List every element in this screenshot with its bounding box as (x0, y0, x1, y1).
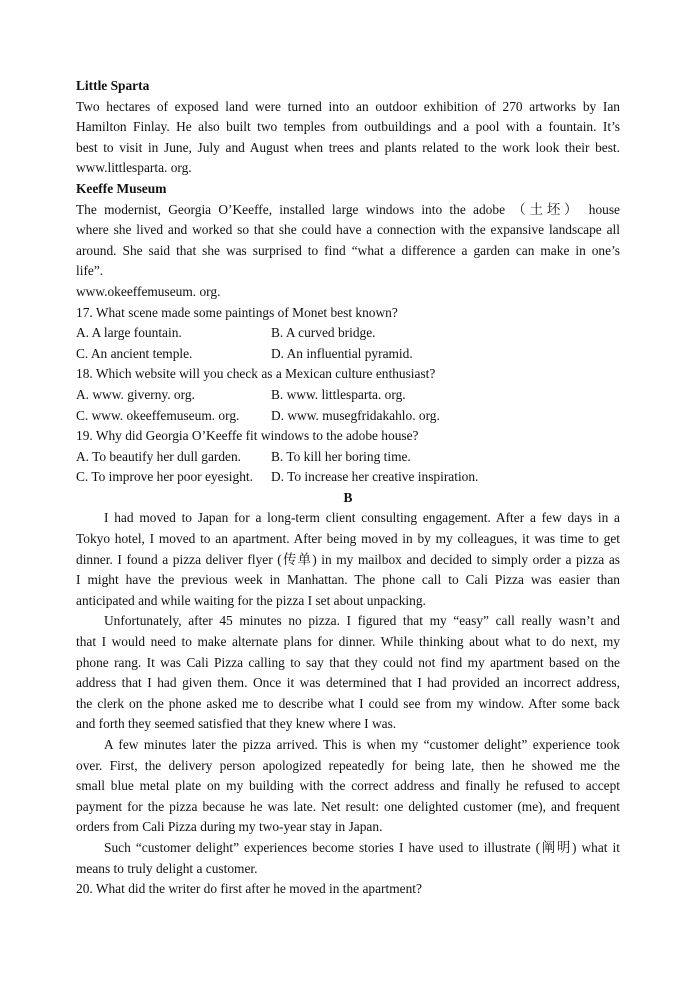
option-c: C. An ancient temple. (76, 345, 193, 361)
option-b: B. A curved bridge. (271, 325, 376, 341)
text-line: Such “customer delight” experiences become stories I have used to illustrate (阐明) what it (104, 839, 620, 855)
text-line: orders from Cali Pizza during my two-year stay in Japan. (76, 819, 383, 835)
option-b: B. www. littlesparta. org. (271, 386, 406, 402)
text-line: I might have the previous week in Manhattan. The phone call to Cali Pizza was easier than (76, 572, 620, 588)
text-line: life”. (76, 263, 104, 279)
section-b-label: B (343, 489, 353, 505)
document-page (76, 76, 620, 900)
option-a: A. To beautify her dull garden. (76, 448, 242, 464)
little-sparta-heading: Little Sparta (76, 78, 150, 93)
text-line: and forth they seemed satisfied that they knew where I was. (76, 716, 397, 732)
text-line: dinner. I found a pizza deliver flyer (传单) in my mailbox and decided to simply order a pizza as (76, 551, 620, 567)
text-line: payment for the pizza because he was late. Net result: one delighted customer (me), and frequent (76, 798, 620, 814)
option-b: B. To kill her boring time. (271, 448, 411, 464)
text-line: where she lived and worked so that she could have a connection with the expansive landscape all (76, 222, 620, 238)
text-line: Tokyo hotel, I moved to an apartment. After being moved in by my colleagues, it was time to get (76, 531, 620, 547)
text-line: Hamilton Finlay. He also built two temples from outbuildings and a pool with a fountain. It’s (76, 119, 620, 135)
little-sparta-url: www.littlesparta. org. (76, 160, 192, 176)
option-a: A. A large fountain. (76, 325, 182, 341)
options-row (76, 385, 620, 406)
keeffe-heading: Keeffe Museum (76, 180, 167, 196)
option-d: D. An influential pyramid. (271, 345, 413, 361)
options-row (76, 323, 620, 344)
text-line: Unfortunately, after 45 minutes no pizza. I figured that my “easy” call really wasn’t and (104, 613, 620, 629)
option-c: C. www. okeeffemuseum. org. (76, 407, 240, 423)
text-line: I had moved to Japan for a long-term client consulting engagement. After a few days in a (104, 510, 620, 526)
text-line: small blue metal plate on my building with the correct address and finally he refused to accept (76, 778, 620, 794)
option-c: C. To improve her poor eyesight. (76, 469, 253, 485)
text-line: that I would need to make alternate plans for dinner. While thinking about what to do next, my (76, 634, 620, 650)
text-line: anticipated and while waiting for the pizza I set about unpacking. (76, 592, 426, 608)
option-a: A. www. giverny. org. (76, 386, 195, 402)
question-19: 19. Why did Georgia O’Keeffe fit windows to the adobe house? (76, 428, 419, 444)
text-line: means to truly delight a customer. (76, 860, 258, 876)
text-line: The modernist, Georgia O’Keeffe, installed large windows into the adobe （土坯） house (76, 201, 620, 217)
keeffe-url: www.okeeffemuseum. org. (76, 283, 221, 299)
option-d: D. To increase her creative inspiration. (271, 469, 479, 485)
text-line: over. First, the delivery person apologized repeatedly for being late, then he showed me the (76, 757, 620, 773)
options-row (76, 344, 620, 365)
text-line: around. She said that she was surprised to find “what a difference a garden can make in one’s (76, 242, 620, 258)
options-row (76, 467, 620, 488)
question-17: 17. What scene made some paintings of Monet best known? (76, 304, 398, 320)
text-line: phone rang. It was Cali Pizza calling to say that they could not find my apartment based on the (76, 654, 620, 670)
text-line: address that I had given them. Once it was determined that I had provided an incorrect address, (76, 675, 620, 691)
option-d: D. www. musegfridakahlo. org. (271, 407, 440, 423)
text-line: A few minutes later the pizza arrived. This is when my “customer delight” experience took (104, 737, 620, 752)
question-18: 18. Which website will you check as a Mexican culture enthusiast? (76, 366, 436, 382)
text-line: best to visit in June, July and August when trees and plants related to the work look their best. (76, 139, 620, 155)
text-line: the clerk on the phone asked me to describe what I could see from my window. After some back (76, 695, 620, 711)
text-line: Two hectares of exposed land were turned into an outdoor exhibition of 270 artworks by Ian (76, 98, 620, 114)
question-20: 20. What did the writer do first after he moved in the apartment? (76, 881, 422, 897)
options-row (76, 447, 620, 468)
options-row (76, 406, 620, 427)
